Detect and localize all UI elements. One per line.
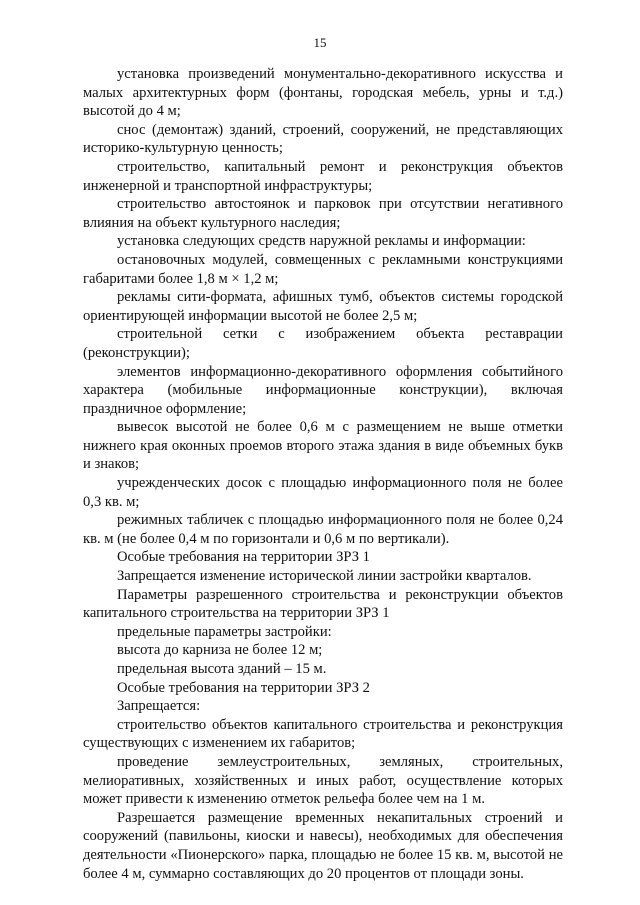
paragraph: остановочных модулей, совмещенных с рекламными конструкциями габаритами более 1,8 м × 1,2 м; xyxy=(83,251,563,287)
page-number: 15 xyxy=(313,35,327,50)
paragraph: Параметры разрешенного строительства и реконструкции объектов капитального строительства на территории ЗРЗ 1 xyxy=(83,586,563,622)
paragraph: предельная высота зданий – 15 м. xyxy=(117,661,327,677)
paragraph: снос (демонтаж) зданий, строений, сооружений, не представляющих историко-культурную ценность; xyxy=(83,121,563,157)
paragraph: Запрещается изменение исторической линии застройки кварталов. xyxy=(117,568,532,585)
paragraph: режимных табличек с площадью информационного поля не более 0,24 кв. м (не более 0,4 м по горизонтали и 0,6 м по вертикали). xyxy=(83,512,563,547)
paragraph: учрежденческих досок с площадью информационного поля не более 0,3 кв. м; xyxy=(83,475,563,510)
paragraph: элементов информационно-декоративного оформления событийного характера (мобильные информационные конструкции), включая праздничное оформление; xyxy=(83,363,563,417)
paragraph: строительство объектов капитального строительства и реконструкция существующих с изменением их габаритов; xyxy=(83,716,563,752)
paragraph: вывесок высотой не более 0,6 м с размещением не выше отметки нижнего края оконных проемов второго этажа здания в виде объемных букв и знаков; xyxy=(83,419,563,473)
paragraph: Запрещается: xyxy=(117,698,201,715)
paragraph: строительной сетки с изображением объекта реставрации (реконструкции); xyxy=(83,326,563,361)
paragraph: установка следующих средств наружной рекламы и информации: xyxy=(117,233,526,250)
paragraph: высота до карниза не более 12 м; xyxy=(117,642,323,659)
paragraph: Разрешается размещение временных некапитальных строений и сооружений (павильоны, киоски и навесы), необходимых для обеспечения деятельности «Пионерского» парка, площадью не более 15 кв. м, высотой не более 4 м, суммарно составляющих до 20 процентов от площади зоны. xyxy=(83,809,563,882)
paragraph: строительство, капитальный ремонт и реконструкция объектов инженерной и транспортной инфраструктуры; xyxy=(83,158,563,194)
paragraph: рекламы сити-формата, афишных тумб, объектов системы городской ориентирующей информации высотой не более 2,5 м; xyxy=(83,289,563,324)
paragraph: предельные параметры застройки: xyxy=(117,623,332,640)
paragraph: установка произведений монументально-декоративного искусства и малых архитектурных форм (фонтаны, городская мебель, урны и т.д.) высотой до 4 м; xyxy=(83,66,563,120)
section-heading: Особые требования на территории ЗРЗ 2 xyxy=(117,679,370,696)
section-heading: Особые требования на территории ЗРЗ 1 xyxy=(117,549,370,566)
paragraph: строительство автостоянок и парковок при отсутствии негативного влияния на объект культурного наследия; xyxy=(83,196,563,231)
document-body xyxy=(83,65,563,883)
paragraph: проведение землеустроительных, земляных, строительных, мелиоративных, хозяйственных и иных работ, осуществление которых может привести к изменению отметок рельефа более чем на 1 м. xyxy=(83,753,563,808)
